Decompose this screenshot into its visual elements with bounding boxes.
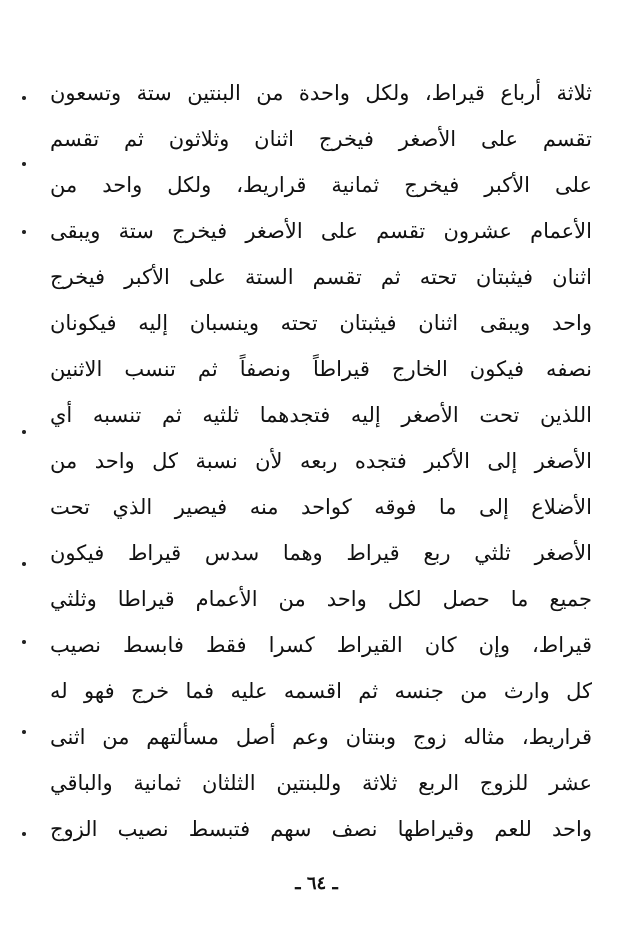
text-line: عشر للزوج الربع ثلاثة وللبنتين الثلثان ثمانية والباقي	[50, 771, 592, 795]
margin-mark	[22, 96, 26, 100]
text-line: نصفه فيكون الخارج قيراطاً ونصفاً ثم تنسب الاثنين	[50, 357, 592, 381]
text-line: ثلاثة أرباع قيراط، ولكل واحدة من البنتين ستة وتسعون	[50, 81, 592, 105]
text-line: اثنان فيثبتان تحته ثم تقسم الستة على الأكبر فيخرج	[50, 265, 592, 289]
text-line: جميع ما حصل لكل واحد من الأعمام قيراطا وثلثي	[50, 587, 592, 611]
text-line: الأصغر ثلثي ربع قيراط وهما سدس قيراط فيكون	[50, 541, 592, 565]
body-text	[50, 70, 592, 852]
text-line: على الأكبر فيخرج ثمانية قراريط، ولكل واحد من	[50, 173, 592, 197]
text-line: الأضلاع إلى ما فوقه كواحد منه فيصير الذي تحت	[50, 495, 592, 519]
margin-mark	[22, 640, 26, 644]
text-line: واحد للعم وقيراطها نصف سهم فتبسط نصيب الزوج	[50, 817, 592, 841]
margin-mark	[22, 162, 26, 166]
text-line: قراريط، مثاله زوج وبنتان وعم أصل مسألتهم من اثنى	[50, 725, 592, 749]
margin-mark	[22, 230, 26, 234]
text-line: الأصغر إلى الأكبر فتجده ربعه لأن نسبة كل واحد من	[50, 449, 592, 473]
margin-mark	[22, 430, 26, 434]
margin-mark	[22, 730, 26, 734]
text-line: كل وارث من جنسه ثم اقسمه عليه فما خرج فهو له	[50, 679, 592, 703]
margin-mark	[22, 562, 26, 566]
text-line: قيراط، وإن كان القيراط كسرا فقط فابسط نصيب	[50, 633, 592, 657]
text-line: تقسم على الأصغر فيخرج اثنان وثلاثون ثم تقسم	[50, 127, 592, 151]
text-line: اللذين تحت الأصغر إليه فتجدهما ثلثيه ثم تنسبه أي	[50, 403, 592, 427]
text-line: الأعمام عشرون تقسم على الأصغر فيخرج ستة ويبقى	[50, 219, 592, 243]
page-number: ـ ٦٤ ـ	[295, 873, 338, 894]
text-line: واحد ويبقى اثنان فيثبتان تحته وينسبان إليه فيكونان	[50, 311, 592, 335]
margin-mark	[22, 832, 26, 836]
